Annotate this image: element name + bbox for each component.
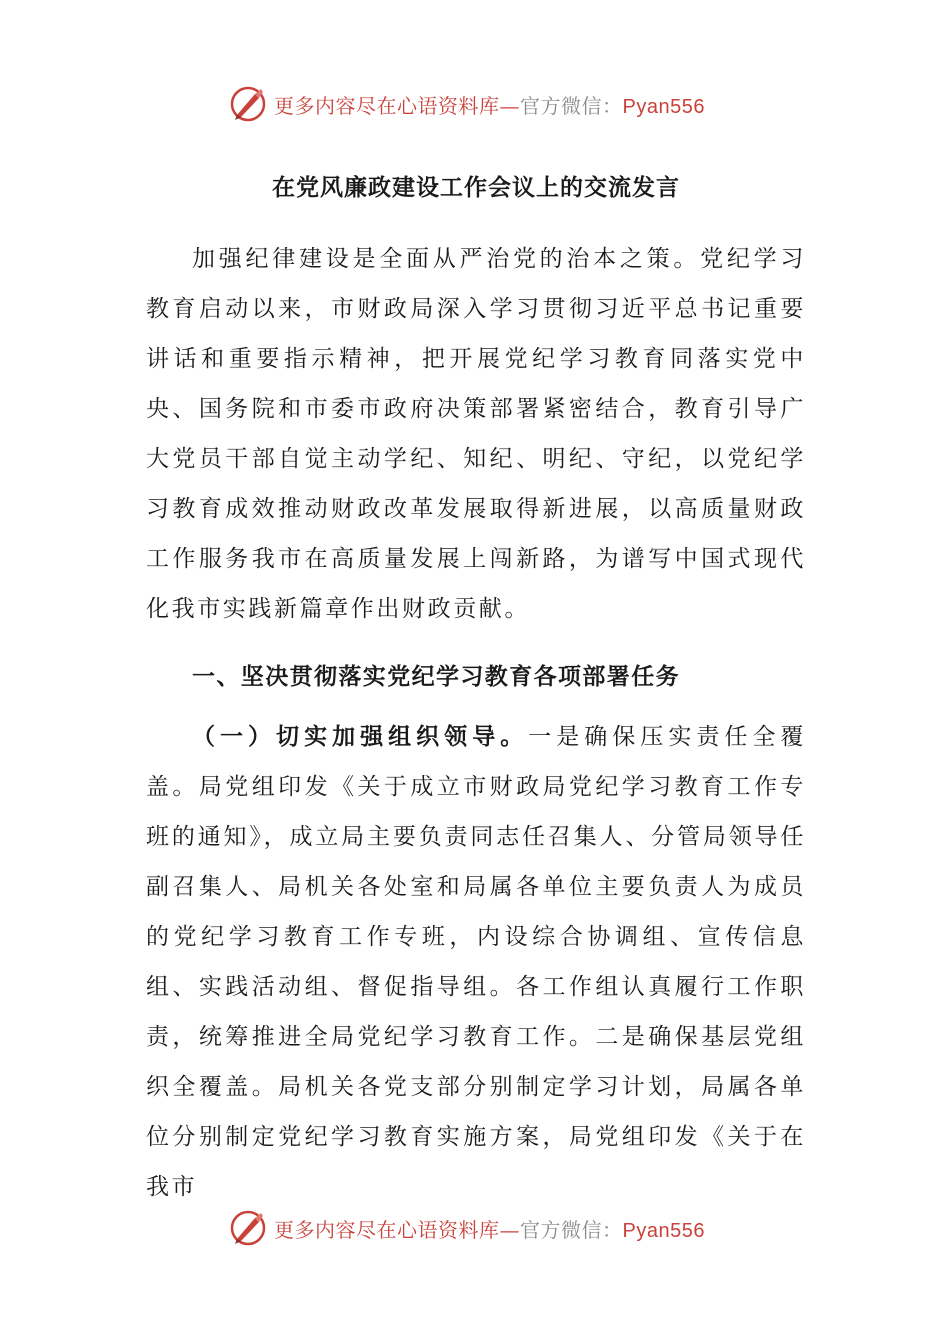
document-title: 在党风廉政建设工作会议上的交流发言 [272,174,680,201]
subsection-lead: （一）切实加强组织领导。 [192,723,529,750]
banner-main-text: 更多内容尽在心语资料库 [274,93,500,118]
subsection-body: 一是确保压实责任全覆盖。局党组印发《关于成立市财政局党纪学习教育工作专班的通知》，成立局主要负责同志任召集人、分管局领导任副召集人、局机关各处室和局属各单位主要负责人为成员的党纪学习教育工作专班，内设综合协调组、宣传信息组、实践活动组、督促指导组。各工作组认真履行工作职责，统筹推进全局党纪学习教育工作。二是确保基层党组织全覆盖。局机关各党支部分别制定学习计划，局属各单位分别制定党纪学习教育实施方案，局党组印发《关于在我市 [146,724,807,1200]
footer-banner [228,1206,705,1250]
subsection-paragraph [146,712,806,1212]
section-heading: 一、坚决贯彻落实党纪学习教育各项部署任务 [192,663,680,690]
pen-logo-icon [228,84,268,124]
intro-paragraph: 加强纪律建设是全面从严治党的治本之策。党纪学习教育启动以来，市财政局深入学习贯彻习近平总书记重要讲话和重要指示精神，把开展党纪学习教育同落实党中央、国务院和市委市政府决策部署紧密结合，教育引导广大党员干部自觉主动学纪、知纪、明纪、守纪，以党纪学习教育成效推动财政改革发展取得新进展，以高质量财政工作服务我市在高质量发展上闯新路，为谱写中国式现代化我市实践新篇章作出财政贡献。 [146,246,806,622]
banner-separator: — [499,1217,520,1242]
banner-main-text: 更多内容尽在心语资料库 [274,1217,500,1242]
banner-wechat-id: Pyan556 [622,1219,705,1242]
banner-wechat-id: Pyan556 [622,95,705,118]
banner-text [274,1214,705,1243]
pen-logo-icon [228,1208,268,1248]
banner-separator: — [499,93,520,118]
document-body [146,168,806,1212]
banner-text [274,90,705,119]
banner-wechat-label: 官方微信： [520,93,623,118]
header-banner [228,82,705,126]
banner-wechat-label: 官方微信： [520,1217,623,1242]
